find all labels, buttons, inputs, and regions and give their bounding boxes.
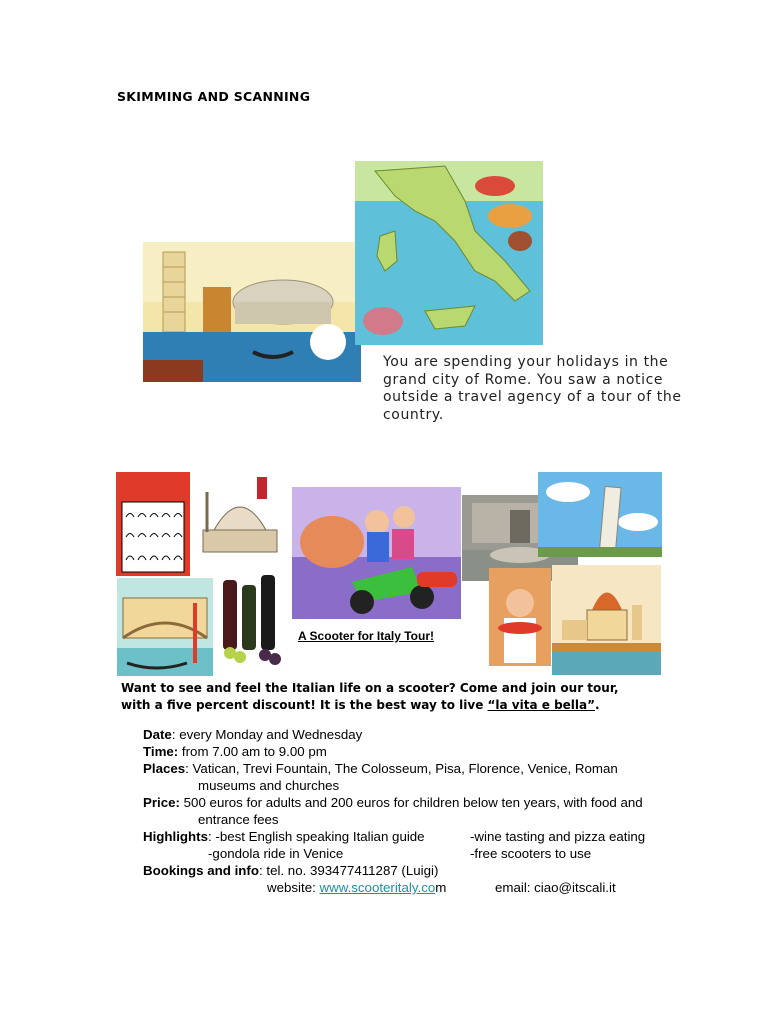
pisa-tower-photo (538, 472, 662, 557)
email-text: email: ciao@itscali.it (495, 880, 616, 895)
places-value: : Vatican, Trevi Fountain, The Colosseum, Pisa, Florence, Venice, Roman (185, 761, 618, 776)
highlight-3: -gondola ride in Venice (208, 846, 344, 861)
date-value: : every Monday and Wednesday (171, 727, 363, 742)
bookings-value: : tel. no. 393477411287 (Luigi) (258, 863, 439, 878)
intro-quote: “la vita e bella” (487, 698, 596, 712)
price-value: 500 euros for adults and 200 euros for children below ten years, with food and (179, 795, 643, 810)
vatican-drawing (193, 472, 287, 566)
places-row (143, 760, 703, 777)
highlight-1: : -best English speaking Italian guide (208, 829, 425, 844)
date-row (143, 726, 703, 743)
places-label: Places (143, 761, 186, 776)
highlight-2: -wine tasting and pizza eating (470, 829, 646, 844)
highlights-label: Highlights (143, 829, 208, 844)
time-value: from 7.00 am to 9.00 pm (178, 744, 327, 759)
highlights-row (143, 828, 703, 845)
florence-duomo-illustration (552, 565, 661, 675)
date-label: Date (143, 727, 172, 742)
wine-bottles-photo (215, 565, 286, 668)
bookings-label: Bookings and info (143, 863, 259, 878)
website-link[interactable]: www.scooteritaly.co (319, 880, 436, 895)
tour-title: A Scooter for Italy Tour! (298, 629, 435, 643)
price-label: Price: (143, 795, 180, 810)
website-label: website: (267, 880, 320, 895)
highlights-row-2 (143, 845, 703, 862)
intro-end: . (595, 698, 600, 712)
intro-paragraph (121, 680, 651, 714)
price-continuation: entrance fees (198, 812, 279, 827)
venice-rialto-drawing (117, 578, 213, 676)
scenario-text: You are spending your holidays in the grand city of Rome. You saw a notice outside a travel agency of a tour of the country. (383, 354, 682, 423)
scooter-couple-illustration (292, 487, 461, 619)
italy-map-illustration (355, 161, 543, 345)
colosseum-drawing (116, 472, 190, 576)
website-tail: m (435, 880, 447, 895)
contact-row (143, 879, 703, 896)
intro-text: Want to see and feel the Italian life on a scooter? Come and join our tour, with a five percent discount! It is the best way to live (121, 681, 619, 712)
time-row (143, 743, 703, 760)
page-title: SKIMMING AND SCANNING (117, 89, 311, 104)
bookings-row (143, 862, 703, 879)
pizza-chef-illustration (489, 568, 551, 666)
tour-details (143, 726, 703, 896)
italy-landmarks-collage (143, 242, 361, 382)
places-continuation: museums and churches (198, 778, 340, 793)
price-row (143, 794, 703, 811)
time-label: Time: (143, 744, 179, 759)
highlight-4: -free scooters to use (470, 846, 592, 861)
